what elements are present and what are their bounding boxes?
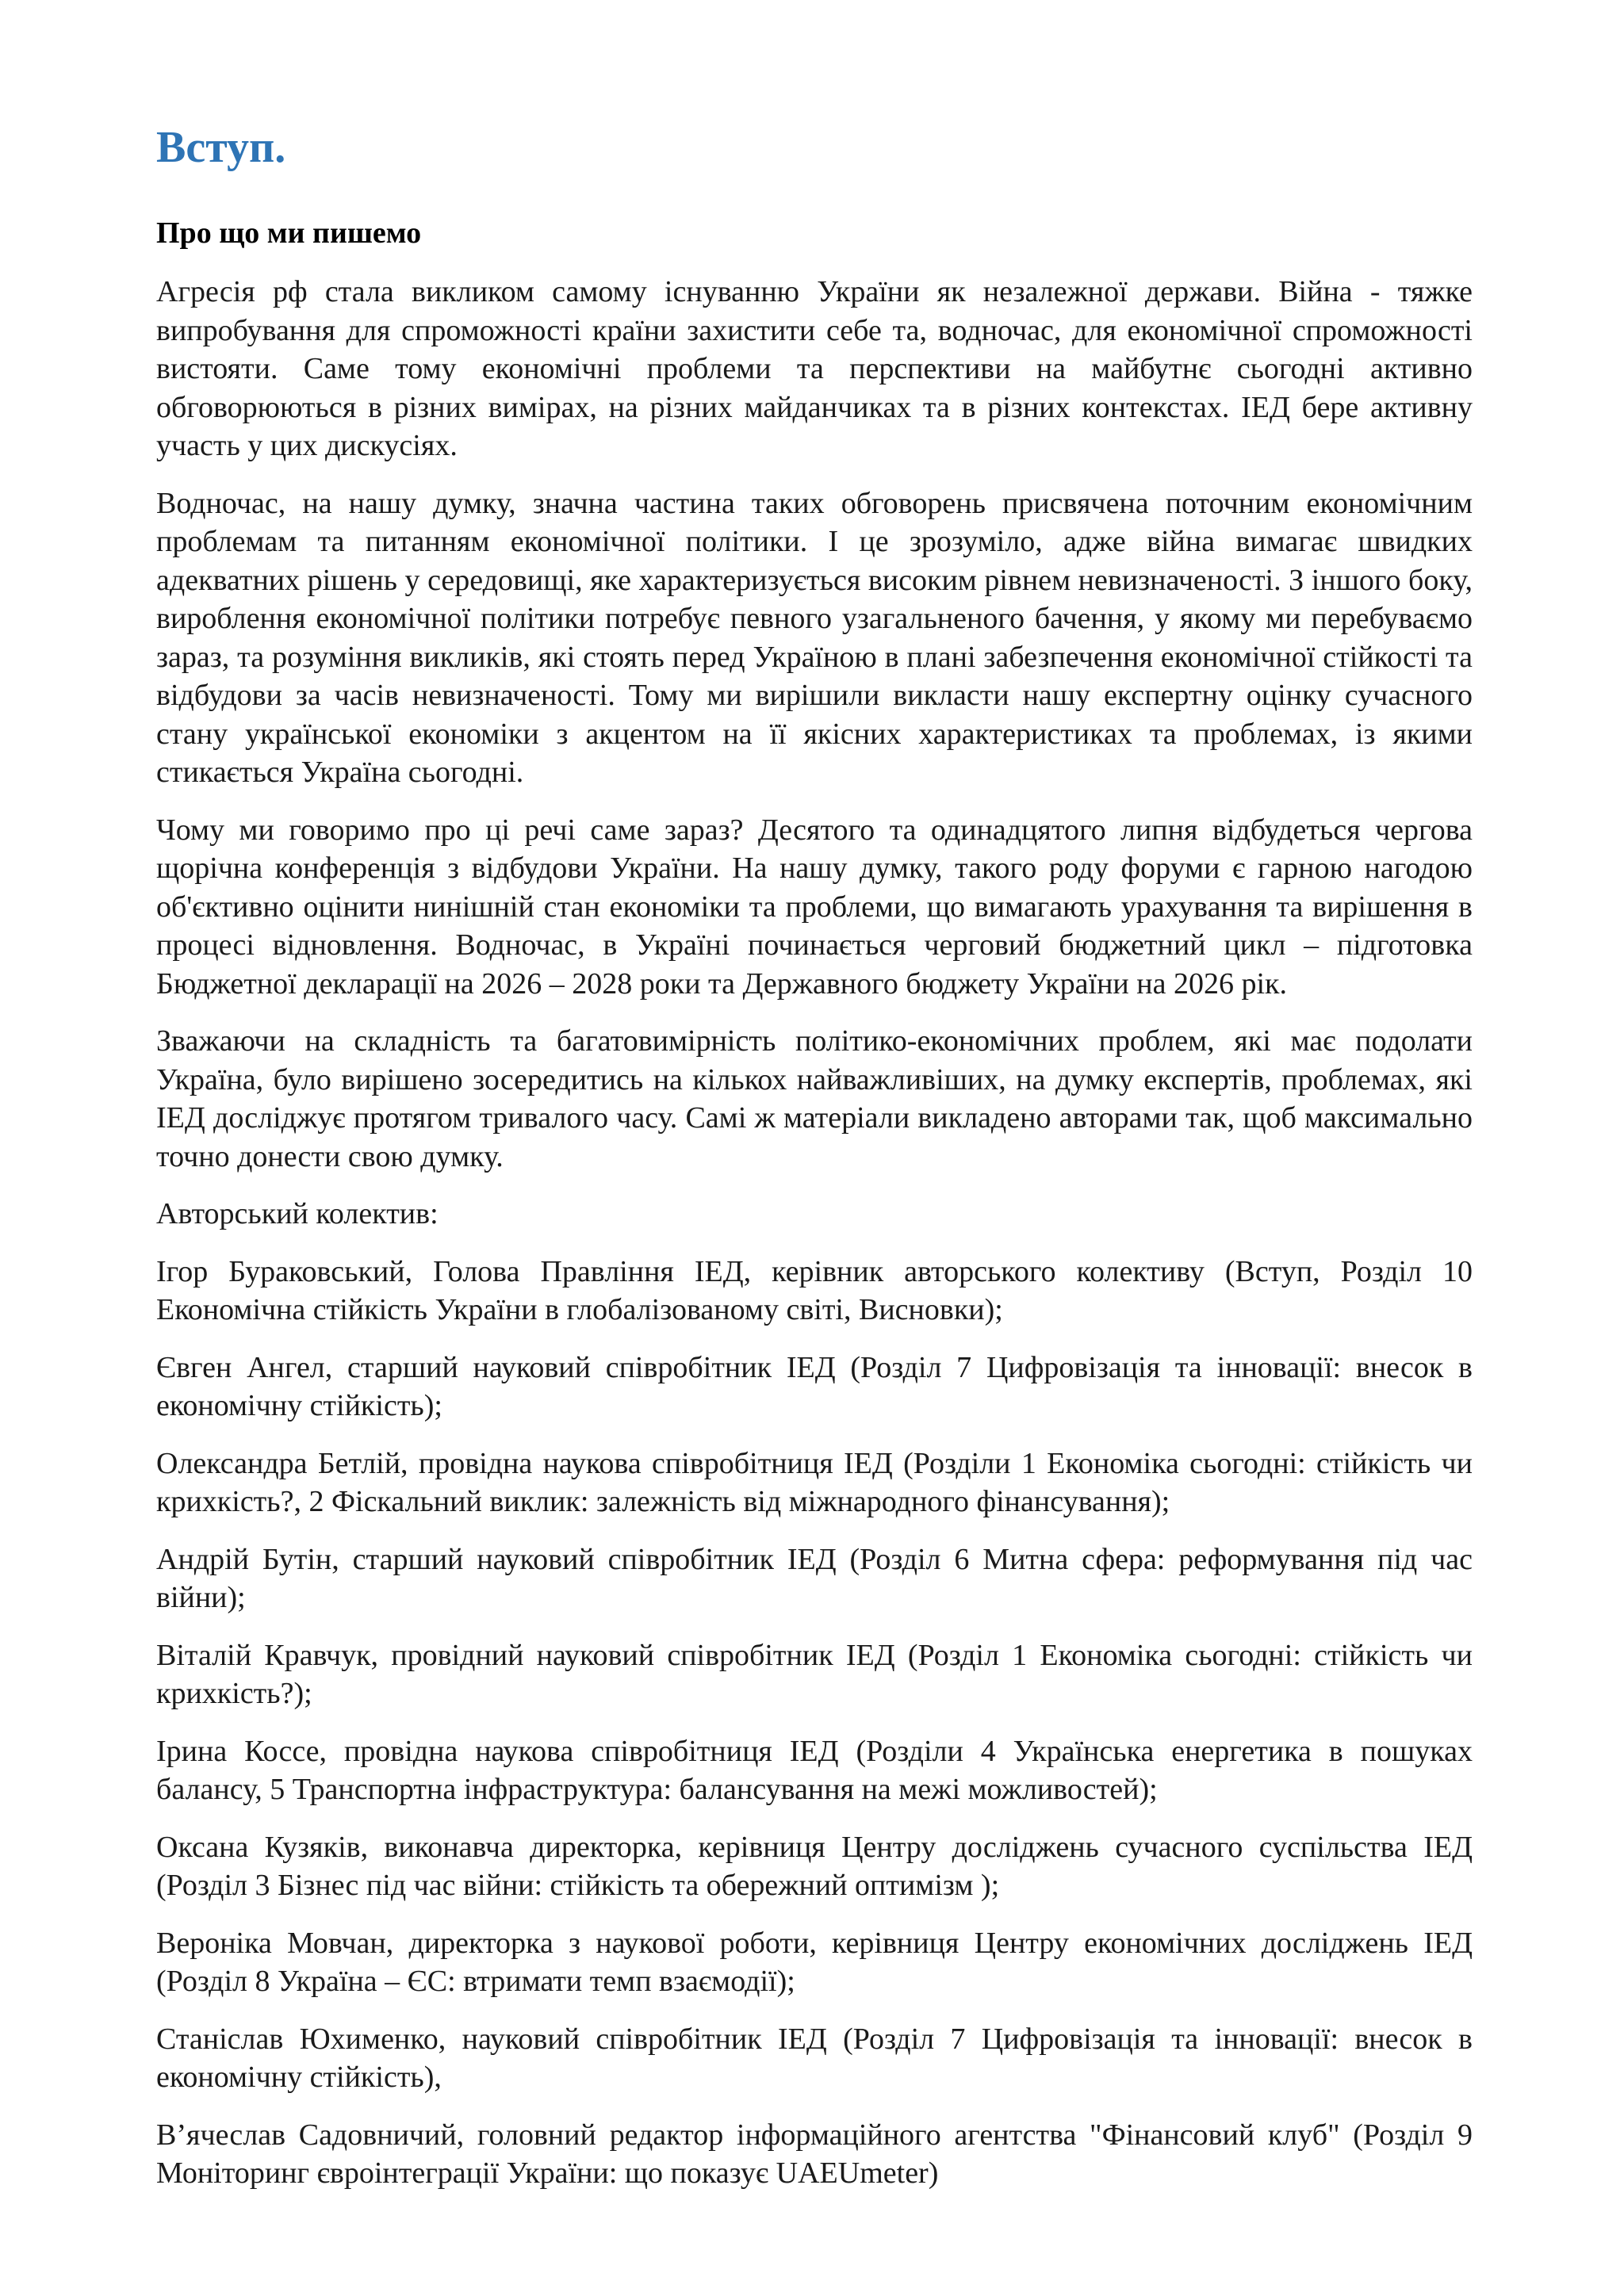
intro-paragraph: Чому ми говоримо про ці речі саме зараз? Десятого та одинадцятого липня відбудеться чергова щорічна конференція з відбудови України. На нашу думку, такого роду форуми є гарною нагодою об'єктивно оцінити нинішній стан економіки та проблеми, що вимагають урахування та вирішення в процесі відновлення. Водночас, в Україні починається черговий бюджетний цикл – підготовка Бюджетної декларації на 2026 – 2028 роки та Державного бюджету України на 2026 рік.: [156, 813, 1473, 1001]
author-entry: В’ячеслав Садовничий, головний редактор інформаційного агентства "Фінансовий клуб" (Розділ 9 Моніторинг євроінтеграції України: що показує UAEUmeter): [156, 2118, 1473, 2190]
author-entry: Ірина Коссе, провідна наукова співробітниця ІЕД (Розділи 4 Українська енергетика в пошуках балансу, 5 Транспортна інфраструктура: балансування на межі можливостей);: [156, 1734, 1473, 1806]
author-entry: Ігор Бураковський, Голова Правління ІЕД, керівник авторського колективу (Вступ, Розділ 10 Економічна стійкість України в глобалізованому світі, Висновки);: [156, 1254, 1473, 1326]
authors-list: [156, 1253, 1473, 2193]
section-title: Вступ.: [156, 123, 286, 172]
author-entry: Станіслав Юхименко, науковий співробітник ІЕД (Розділ 7 Цифровізація та інновації: внесок в економічну стійкість),: [156, 2022, 1473, 2094]
author-entry: Оксана Кузяків, виконавча директорка, керівниця Центру досліджень сучасного суспільства ІЕД (Розділ 3 Бізнес під час війни: стійкість та обережний оптимізм );: [156, 1830, 1473, 1902]
author-entry: Вероніка Мовчан, директорка з наукової роботи, керівниця Центру економічних досліджень ІЕД (Розділ 8 Україна – ЄС: втримати темп взаємодії);: [156, 1926, 1473, 1998]
intro-paragraph: Зважаючи на складність та багатовимірність політико-економічних проблем, які має подолати Україна, було вирішено зосередитись на кількох найважливіших, на думку експертів, проблемах, які ІЕД досліджує протягом тривалого часу. Самі ж матеріали викладено авторами так, щоб максимально точно донести свою думку.: [156, 1024, 1473, 1173]
intro-paragraph: Агресія рф стала викликом самому існуванню України як незалежної держави. Війна - тяжке випробування для спроможності країни захистити себе та, водночас, для економічної спроможності вистояти. Саме тому економічні проблеми та перспективи на майбутнє сьогодні активно обговорюються в різних вимірах, на різних майданчиках та в різних контекстах. ІЕД бере активну участь у цих дискусіях.: [156, 275, 1473, 462]
author-entry: Андрій Бутін, старший науковий співробітник ІЕД (Розділ 6 Митна сфера: реформування під час війни);: [156, 1542, 1473, 1614]
document-page: [156, 119, 1473, 2212]
authors-label: Авторський колектив:: [156, 1197, 439, 1230]
author-entry: Євген Ангел, старший науковий співробітник ІЕД (Розділ 7 Цифровізація та інновації: внесок в економічну стійкість);: [156, 1350, 1473, 1422]
author-entry: Олександра Бетлій, провідна наукова співробітниця ІЕД (Розділи 1 Економіка сьогодні: стійкість чи крихкість?, 2 Фіскальний виклик: залежність від міжнародного фінансування);: [156, 1446, 1473, 1518]
intro-paragraph: Водночас, на нашу думку, значна частина таких обговорень присвячена поточним економічним проблемам та питанням економічної політики. І це зрозуміло, адже війна вимагає швидких адекватних рішень у середовищі, яке характеризується високим рівнем невизначеності. З іншого боку, вироблення економічної політики потребує певного узагальненого бачення, у якому ми перебуваємо зараз, та розуміння викликів, які стоять перед Україною в плані забезпечення економічної стійкості та відбудови за часів невизначеності. Тому ми вирішили викласти нашу експертну оцінку сучасного стану української економіки з акцентом на її якісних характеристиках та проблемах, із якими стикається Україна сьогодні.: [156, 486, 1473, 789]
author-entry: Віталій Кравчук, провідний науковий співробітник ІЕД (Розділ 1 Економіка сьогодні: стійкість чи крихкість?);: [156, 1638, 1473, 1710]
subsection-title: Про що ми пишемо: [156, 216, 422, 250]
